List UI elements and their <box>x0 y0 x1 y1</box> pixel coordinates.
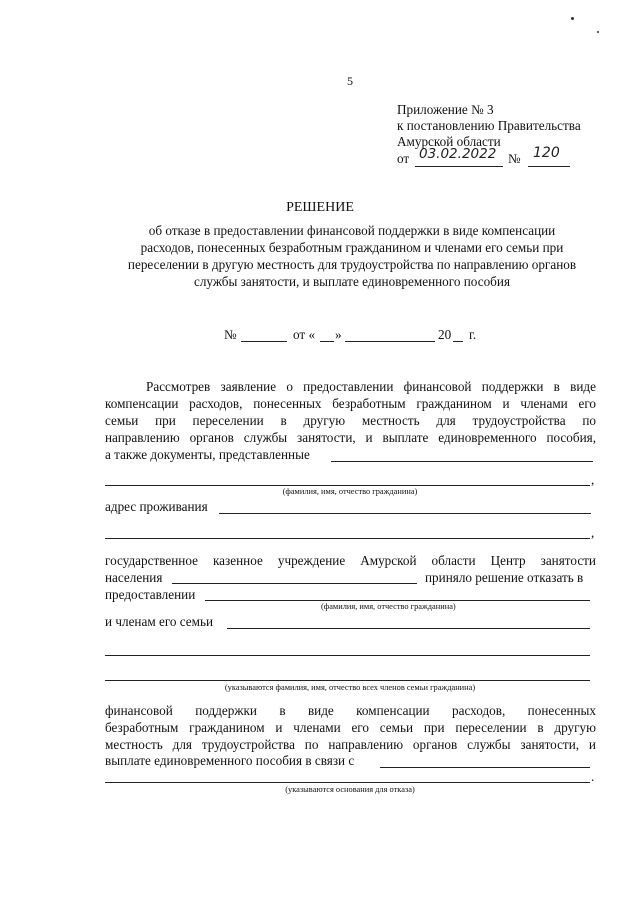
center-name-blank <box>172 583 417 584</box>
address-line-1 <box>219 513 591 514</box>
appendix-number-handwritten: 120 <box>533 145 560 161</box>
number-label: № <box>224 327 237 342</box>
subtitle-line-4: службы занятости, и выплате единовременного пособия <box>193 274 511 289</box>
month-blank <box>345 341 435 342</box>
para3-line-3: местность для трудоустройства по направлению органов службы занятости, и <box>105 737 596 752</box>
reason-period: . <box>591 769 595 784</box>
hint-citizen-name: (фамилия, имя, отчество гражданина) <box>282 487 418 496</box>
para1-line-1: Рассмотрев заявление о предоставлении финансовой поддержки в виде <box>146 379 596 394</box>
year-label: 20 <box>438 327 452 342</box>
page-number: 5 <box>347 74 353 88</box>
citizen-name-comma: , <box>591 472 595 487</box>
para1-line-5: а также документы, представленные <box>105 447 310 462</box>
year-blank <box>453 341 463 342</box>
number-blank <box>241 341 287 342</box>
subtitle-line-3: переселении в другую местность для трудоустройства по направлению органов <box>127 257 577 272</box>
appendix-line-3: Амурской области <box>397 134 501 149</box>
document-title: РЕШЕНИЕ <box>286 200 354 215</box>
hint-family: (указываются фамилия, имя, отчество всех членов семьи гражданина) <box>224 683 476 692</box>
day-blank <box>320 341 334 342</box>
submitted-by-blank <box>331 461 593 462</box>
hint-reason: (указываются основания для отказа) <box>285 785 415 794</box>
appendix-date-line <box>415 166 503 167</box>
subtitle-line-2: расходов, понесенных безработным гражданином и членами его семьи при <box>140 240 564 255</box>
reason-blank-1 <box>380 767 590 768</box>
para3-line-1: финансовой поддержки в виде компенсации расходов, понесенных <box>105 703 596 718</box>
appendix-from-label: от <box>397 151 410 166</box>
appendix-number-line <box>528 166 570 167</box>
para3-line-4: выплате единовременного пособия в связи с <box>105 753 355 768</box>
para1-line-4: направлению органов службы занятости, и выплате единовременного пособия, <box>105 430 596 445</box>
para2-line-1: государственное казенное учреждение Амурской области Центр занятости <box>105 553 596 568</box>
address-label: адрес проживания <box>105 499 208 514</box>
date-from-label: от « <box>293 327 316 342</box>
family-line-3 <box>105 680 590 681</box>
family-line-1 <box>227 628 590 629</box>
appendix-line-1: Приложение № 3 <box>397 102 494 117</box>
appendix-date-handwritten: 03.02.2022 <box>419 146 497 162</box>
para2-line-3: предоставлении <box>105 587 196 602</box>
para2-line-2-start: населения <box>105 570 163 585</box>
para1-line-2: компенсации расходов, понесенных безработным гражданином и членами его <box>105 396 596 411</box>
appendix-line-2: к постановлению Правительства <box>397 118 581 133</box>
reason-blank-2 <box>105 782 590 783</box>
subtitle-line-1: об отказе в предоставлении финансовой поддержки в виде компенсации <box>148 223 556 238</box>
address-line-2 <box>105 538 590 539</box>
scan-speck <box>571 17 574 20</box>
year-suffix: г. <box>469 327 477 342</box>
address-comma: , <box>591 525 595 540</box>
para1-line-3: семьи при переселении в другую местность для трудоустройства по <box>105 413 596 428</box>
provision-name-blank <box>205 600 590 601</box>
citizen-name-line <box>105 485 590 486</box>
family-label: и членам его семьи <box>105 614 214 629</box>
appendix-number-label: № <box>508 151 521 166</box>
date-quote-close: » <box>335 327 342 342</box>
scan-speck <box>597 31 599 33</box>
family-line-2 <box>105 655 590 656</box>
para2-line-2-end: приняло решение отказать в <box>425 570 584 585</box>
para3-line-2: безработным гражданином и членами его семьи при переселении в другую <box>105 720 596 735</box>
hint-citizen-name-2: (фамилия, имя, отчество гражданина) <box>321 602 456 611</box>
